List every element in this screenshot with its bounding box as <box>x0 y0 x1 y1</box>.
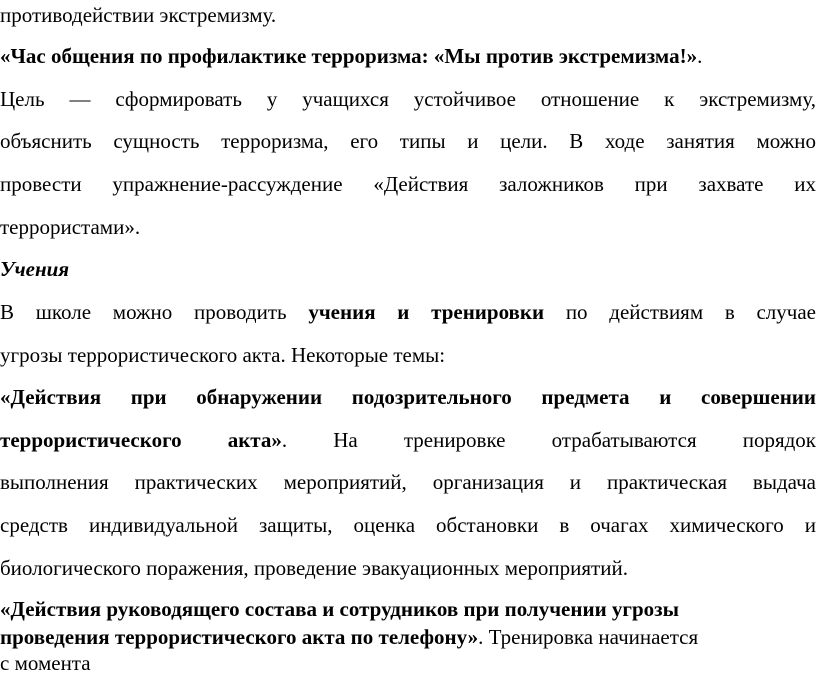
text-line-3 <box>0 86 816 112</box>
text: . <box>697 44 703 68</box>
text: по действиям в случае <box>544 300 816 324</box>
text: объяснить сущность терроризма, его типы и цели. В ходе занятия можно <box>0 129 816 153</box>
text-line-4 <box>0 128 816 154</box>
text: террористами». <box>0 215 141 239</box>
text: Цель — сформировать у учащихся устойчивое отношение к экстремизму, <box>0 87 816 111</box>
topic-title: «Действия руководящего состава и сотрудников при получении угрозы <box>0 597 679 621</box>
text: В школе можно проводить <box>0 300 309 324</box>
text-line-11 <box>0 427 816 453</box>
text-line-6 <box>0 214 816 240</box>
text-line-2 <box>0 43 816 69</box>
text: выполнения практических мероприятий, организация и практическая выдача <box>0 470 816 494</box>
heading-text: Учения <box>0 257 70 281</box>
text: противодействии экстремизму. <box>0 3 277 27</box>
text: . На тренировке отрабатываются порядок <box>281 428 816 452</box>
text: угрозы террористического акта. Некоторые темы: <box>0 343 446 367</box>
topic-title: проведения террористического акта по телефону» <box>0 625 479 649</box>
topic-title: «Действия при обнаружении подозрительного предмета и совершении <box>0 385 816 409</box>
text-line-12 <box>0 469 816 495</box>
text-line-14 <box>0 555 816 581</box>
text-line-5 <box>0 171 816 197</box>
text-line-16 <box>0 624 816 650</box>
text-line-1 <box>0 2 816 28</box>
text: . Тренировка начинается <box>478 625 699 649</box>
text-line-15 <box>0 596 816 622</box>
text-line-13 <box>0 512 816 538</box>
text-line-17 <box>0 650 816 676</box>
text-line-9 <box>0 342 816 368</box>
topic-title: террористического акта» <box>0 428 282 452</box>
text-line-10 <box>0 384 816 410</box>
text: провести упражнение-рассуждение «Действия заложников при захвате их <box>0 172 816 196</box>
bold-text: учения и тренировки <box>308 300 545 324</box>
section-heading <box>0 256 816 282</box>
topic-title: «Час общения по профилактике терроризма: «Мы против экстремизма!» <box>0 44 698 68</box>
text: биологического поражения, проведение эвакуационных мероприятий. <box>0 556 628 580</box>
text: средств индивидуальной защиты, оценка обстановки в очагах химического и <box>0 513 816 537</box>
text: с момента <box>0 651 91 675</box>
text-line-8 <box>0 299 816 325</box>
